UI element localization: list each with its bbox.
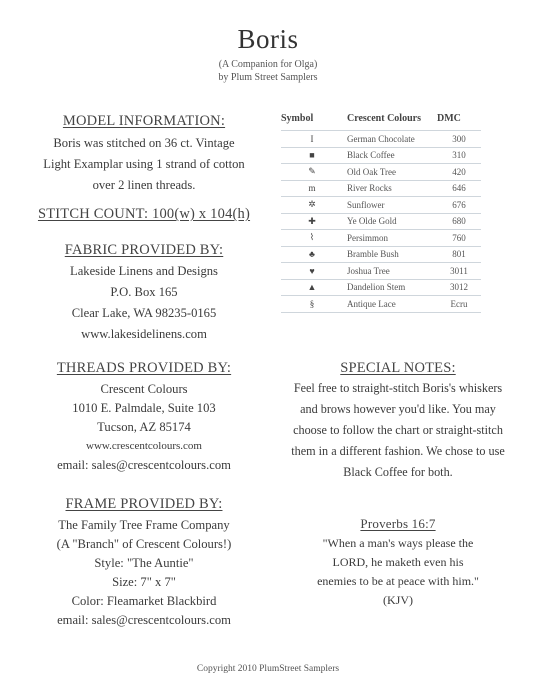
model-line: Boris was stitched on 36 ct. Vintage bbox=[53, 136, 235, 150]
table-row bbox=[281, 246, 481, 263]
table-row bbox=[281, 213, 481, 230]
table-row bbox=[281, 147, 481, 164]
verse-text bbox=[280, 534, 516, 610]
column-header-symbol: Symbol bbox=[281, 113, 343, 131]
heart-icon: ♥ bbox=[309, 265, 315, 276]
column-header-dmc: DMC bbox=[437, 113, 481, 131]
color-name: Bramble Bush bbox=[343, 246, 437, 263]
threads-website-link[interactable]: www.crescentcolours.com bbox=[86, 440, 202, 452]
color-name: Persimmon bbox=[343, 230, 437, 247]
model-text bbox=[28, 133, 260, 196]
stitch-count: STITCH COUNT: 100(w) x 104(h) bbox=[37, 206, 251, 222]
dmc-number: 3012 bbox=[437, 279, 481, 296]
notes-heading: SPECIAL NOTES: bbox=[340, 360, 456, 376]
fabric-text bbox=[28, 261, 260, 345]
table-row bbox=[281, 197, 481, 214]
page-title: Boris bbox=[237, 24, 299, 54]
frame-line: Size: 7" x 7" bbox=[112, 575, 176, 589]
table-row bbox=[281, 131, 481, 148]
dmc-number: Ecru bbox=[437, 296, 481, 313]
threads-heading: THREADS PROVIDED BY: bbox=[56, 360, 232, 376]
model-line: Light Examplar using 1 strand of cotton bbox=[43, 157, 245, 171]
byline: by Plum Street Samplers bbox=[218, 72, 318, 83]
color-name: River Rocks bbox=[343, 180, 437, 197]
model-line: over 2 linen threads. bbox=[92, 178, 196, 192]
dmc-number: 801 bbox=[437, 246, 481, 263]
threads-line: Crescent Colours bbox=[100, 382, 188, 396]
notes-text bbox=[280, 378, 516, 483]
verse-heading: Proverbs 16:7 bbox=[360, 516, 436, 531]
notes-section bbox=[280, 360, 516, 483]
frame-section bbox=[28, 496, 260, 630]
frame-email-link[interactable]: email: sales@crescentcolours.com bbox=[57, 613, 231, 627]
color-key-table bbox=[281, 113, 481, 313]
color-key-table-wrap bbox=[281, 113, 481, 313]
dmc-number: 3011 bbox=[437, 263, 481, 280]
color-name: Joshua Tree bbox=[343, 263, 437, 280]
dmc-number: 680 bbox=[437, 213, 481, 230]
pencil-icon: ✎ bbox=[308, 166, 316, 177]
starburst-icon: ✲ bbox=[308, 199, 316, 210]
threads-section bbox=[28, 360, 260, 475]
color-name: Sunflower bbox=[343, 197, 437, 214]
table-header-row bbox=[281, 113, 481, 131]
notes-line: Black Coffee for both. bbox=[343, 465, 453, 479]
fabric-line: Lakeside Linens and Designs bbox=[70, 264, 218, 278]
notes-line: Feel free to straight-stitch Boris's whiskers bbox=[293, 381, 503, 395]
threads-line: 1010 E. Palmdale, Suite 103 bbox=[72, 401, 216, 415]
i-bar-icon: I bbox=[310, 133, 314, 144]
s-swirl-icon: § bbox=[309, 298, 315, 309]
frame-line: (A "Branch" of Crescent Colours!) bbox=[56, 537, 232, 551]
table-row bbox=[281, 164, 481, 181]
threads-text bbox=[28, 380, 260, 475]
model-section bbox=[28, 113, 260, 196]
verse-line: enemies to be at peace with him." bbox=[317, 574, 479, 588]
subtitle: (A Companion for Olga) bbox=[218, 59, 318, 70]
verse-line: (KJV) bbox=[383, 593, 413, 607]
table-row bbox=[281, 263, 481, 280]
filled-square-icon: ■ bbox=[309, 150, 315, 161]
plus-icon: ✚ bbox=[308, 215, 316, 226]
verse-section bbox=[280, 516, 516, 610]
fabric-website-link[interactable]: www.lakesidelinens.com bbox=[81, 327, 207, 341]
dmc-number: 760 bbox=[437, 230, 481, 247]
triangle-icon: ▲ bbox=[307, 282, 317, 293]
column-header-crescent: Crescent Colours bbox=[343, 113, 437, 131]
dmc-number: 676 bbox=[437, 197, 481, 214]
frame-line: Style: "The Auntie" bbox=[94, 556, 194, 570]
threads-email-link[interactable]: email: sales@crescentcolours.com bbox=[57, 458, 231, 472]
fabric-line: Clear Lake, WA 98235-0165 bbox=[71, 306, 217, 320]
frame-line: The Family Tree Frame Company bbox=[58, 518, 230, 532]
frame-line: Color: Fleamarket Blackbird bbox=[71, 594, 217, 608]
verse-line: "When a man's ways please the bbox=[322, 536, 474, 550]
notes-line: them in a different fashion. We chose to use bbox=[291, 444, 505, 458]
frame-heading: FRAME PROVIDED BY: bbox=[65, 496, 223, 512]
table-row bbox=[281, 180, 481, 197]
notes-line: and brows however you'd like. You may bbox=[300, 402, 496, 416]
dmc-number: 310 bbox=[437, 147, 481, 164]
color-name: Antique Lace bbox=[343, 296, 437, 313]
model-heading: MODEL INFORMATION: bbox=[62, 113, 226, 129]
verse-line: LORD, he maketh even his bbox=[332, 555, 464, 569]
dmc-number: 300 bbox=[437, 131, 481, 148]
m-glyph-icon: m bbox=[308, 183, 316, 194]
fabric-heading: FABRIC PROVIDED BY: bbox=[64, 242, 224, 258]
color-name: German Chocolate bbox=[343, 131, 437, 148]
notes-line: choose to follow the chart or straight-stitch bbox=[293, 423, 503, 437]
bush-icon: ♣ bbox=[309, 249, 315, 260]
fabric-line: P.O. Box 165 bbox=[110, 285, 178, 299]
frame-text bbox=[28, 516, 260, 630]
copyright-notice: Copyright 2010 PlumStreet Samplers bbox=[196, 664, 340, 674]
color-name: Dandelion Stem bbox=[343, 279, 437, 296]
hook-icon: ⌇ bbox=[309, 232, 315, 243]
table-row bbox=[281, 230, 481, 247]
dmc-number: 646 bbox=[437, 180, 481, 197]
dmc-number: 420 bbox=[437, 164, 481, 181]
table-row bbox=[281, 296, 481, 313]
color-name: Old Oak Tree bbox=[343, 164, 437, 181]
fabric-section bbox=[28, 242, 260, 345]
color-name: Black Coffee bbox=[343, 147, 437, 164]
color-name: Ye Olde Gold bbox=[343, 213, 437, 230]
table-row bbox=[281, 279, 481, 296]
threads-line: Tucson, AZ 85174 bbox=[97, 420, 191, 434]
